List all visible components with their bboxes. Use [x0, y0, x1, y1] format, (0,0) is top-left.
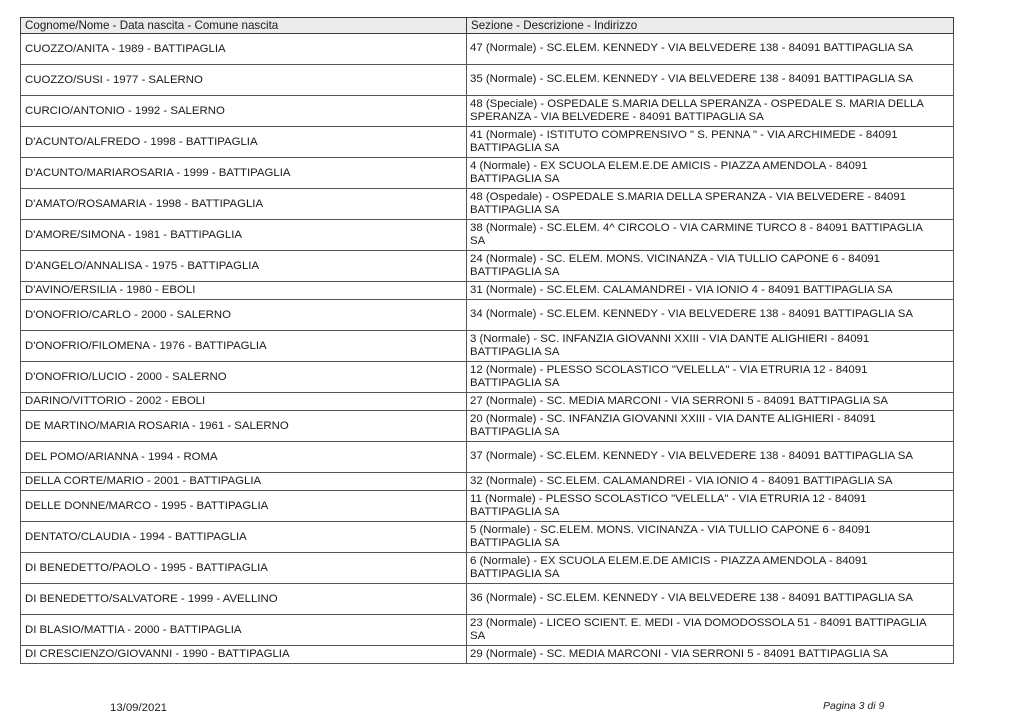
voter-name-cell: DI BENEDETTO/SALVATORE - 1999 - AVELLINO	[21, 584, 467, 615]
section-address-cell: 41 (Normale) - ISTITUTO COMPRENSIVO " S. PENNA " - VIA ARCHIMEDE - 84091 BATTIPAGLIA SA	[467, 127, 954, 158]
voter-name-cell: DARINO/VITTORIO - 2002 - EBOLI	[21, 393, 467, 411]
table-row	[21, 282, 954, 300]
table-row	[21, 442, 954, 473]
voter-name-cell: DELLE DONNE/MARCO - 1995 - BATTIPAGLIA	[21, 491, 467, 522]
footer-date: 13/09/2021	[110, 702, 168, 714]
voter-name-cell: D'ONOFRIO/FILOMENA - 1976 - BATTIPAGLIA	[21, 331, 467, 362]
voter-name-cell: D'AMATO/ROSAMARIA - 1998 - BATTIPAGLIA	[21, 189, 467, 220]
section-address-cell: 34 (Normale) - SC.ELEM. KENNEDY - VIA BELVEDERE 138 - 84091 BATTIPAGLIA SA	[467, 300, 954, 331]
section-address-cell: 48 (Speciale) - OSPEDALE S.MARIA DELLA SPERANZA - OSPEDALE S. MARIA DELLA SPERANZA - VIA BELVEDERE - 84091 BATTIPAGLIA SA	[467, 96, 954, 127]
table-row	[21, 362, 954, 393]
voter-name-cell: D'ONOFRIO/LUCIO - 2000 - SALERNO	[21, 362, 467, 393]
table-row	[21, 491, 954, 522]
header-section-column: Sezione - Descrizione - Indirizzo	[467, 18, 954, 34]
table-row	[21, 411, 954, 442]
footer-page-number: Pagina 3 di 9	[823, 700, 885, 712]
voter-name-cell: D'ONOFRIO/CARLO - 2000 - SALERNO	[21, 300, 467, 331]
section-address-cell: 23 (Normale) - LICEO SCIENT. E. MEDI - VIA DOMODOSSOLA 51 - 84091 BATTIPAGLIA SA	[467, 615, 954, 646]
table-row	[21, 393, 954, 411]
section-address-cell: 6 (Normale) - EX SCUOLA ELEM.E.DE AMICIS - PIAZZA AMENDOLA - 84091 BATTIPAGLIA SA	[467, 553, 954, 584]
table-row	[21, 553, 954, 584]
voter-name-cell: CUOZZO/ANITA - 1989 - BATTIPAGLIA	[21, 34, 467, 65]
table-header-row	[21, 18, 954, 34]
voter-name-cell: DENTATO/CLAUDIA - 1994 - BATTIPAGLIA	[21, 522, 467, 553]
voter-name-cell: D'ACUNTO/MARIAROSARIA - 1999 - BATTIPAGLIA	[21, 158, 467, 189]
voter-name-cell: DELLA CORTE/MARIO - 2001 - BATTIPAGLIA	[21, 473, 467, 491]
voter-name-cell: D'AVINO/ERSILIA - 1980 - EBOLI	[21, 282, 467, 300]
table-row	[21, 331, 954, 362]
section-address-cell: 37 (Normale) - SC.ELEM. KENNEDY - VIA BELVEDERE 138 - 84091 BATTIPAGLIA SA	[467, 442, 954, 473]
section-address-cell: 20 (Normale) - SC. INFANZIA GIOVANNI XXIII - VIA DANTE ALIGHIERI - 84091 BATTIPAGLIA SA	[467, 411, 954, 442]
voter-name-cell: CURCIO/ANTONIO - 1992 - SALERNO	[21, 96, 467, 127]
voter-name-cell: D'AMORE/SIMONA - 1981 - BATTIPAGLIA	[21, 220, 467, 251]
section-address-cell: 11 (Normale) - PLESSO SCOLASTICO "VELELLA" - VIA ETRURIA 12 - 84091 BATTIPAGLIA SA	[467, 491, 954, 522]
table-row	[21, 220, 954, 251]
section-address-cell: 27 (Normale) - SC. MEDIA MARCONI - VIA SERRONI 5 - 84091 BATTIPAGLIA SA	[467, 393, 954, 411]
table-row	[21, 473, 954, 491]
section-address-cell: 35 (Normale) - SC.ELEM. KENNEDY - VIA BELVEDERE 138 - 84091 BATTIPAGLIA SA	[467, 65, 954, 96]
section-address-cell: 36 (Normale) - SC.ELEM. KENNEDY - VIA BELVEDERE 138 - 84091 BATTIPAGLIA SA	[467, 584, 954, 615]
table-row	[21, 158, 954, 189]
section-address-cell: 24 (Normale) - SC. ELEM. MONS. VICINANZA - VIA TULLIO CAPONE 6 - 84091 BATTIPAGLIA SA	[467, 251, 954, 282]
section-address-cell: 12 (Normale) - PLESSO SCOLASTICO "VELELLA" - VIA ETRURIA 12 - 84091 BATTIPAGLIA SA	[467, 362, 954, 393]
section-address-cell: 38 (Normale) - SC.ELEM. 4^ CIRCOLO - VIA CARMINE TURCO 8 - 84091 BATTIPAGLIA SA	[467, 220, 954, 251]
voter-name-cell: DE MARTINO/MARIA ROSARIA - 1961 - SALERNO	[21, 411, 467, 442]
section-address-cell: 3 (Normale) - SC. INFANZIA GIOVANNI XXIII - VIA DANTE ALIGHIERI - 84091 BATTIPAGLIA SA	[467, 331, 954, 362]
table-row	[21, 34, 954, 65]
section-address-cell: 32 (Normale) - SC.ELEM. CALAMANDREI - VIA IONIO 4 - 84091 BATTIPAGLIA SA	[467, 473, 954, 491]
table-row	[21, 522, 954, 553]
voter-name-cell: DI BLASIO/MATTIA - 2000 - BATTIPAGLIA	[21, 615, 467, 646]
voter-name-cell: D'ANGELO/ANNALISA - 1975 - BATTIPAGLIA	[21, 251, 467, 282]
table-row	[21, 300, 954, 331]
voter-name-cell: DI BENEDETTO/PAOLO - 1995 - BATTIPAGLIA	[21, 553, 467, 584]
header-name-column: Cognome/Nome - Data nascita - Comune nascita	[21, 18, 467, 34]
voter-name-cell: D'ACUNTO/ALFREDO - 1998 - BATTIPAGLIA	[21, 127, 467, 158]
voter-name-cell: CUOZZO/SUSI - 1977 - SALERNO	[21, 65, 467, 96]
table-row	[21, 584, 954, 615]
voters-table	[20, 17, 954, 664]
table-body	[21, 34, 954, 664]
table-row	[21, 615, 954, 646]
table-row	[21, 251, 954, 282]
section-address-cell: 4 (Normale) - EX SCUOLA ELEM.E.DE AMICIS - PIAZZA AMENDOLA - 84091 BATTIPAGLIA SA	[467, 158, 954, 189]
section-address-cell: 29 (Normale) - SC. MEDIA MARCONI - VIA SERRONI 5 - 84091 BATTIPAGLIA SA	[467, 646, 954, 664]
table-row	[21, 96, 954, 127]
section-address-cell: 5 (Normale) - SC.ELEM. MONS. VICINANZA - VIA TULLIO CAPONE 6 - 84091 BATTIPAGLIA SA	[467, 522, 954, 553]
section-address-cell: 47 (Normale) - SC.ELEM. KENNEDY - VIA BELVEDERE 138 - 84091 BATTIPAGLIA SA	[467, 34, 954, 65]
section-address-cell: 31 (Normale) - SC.ELEM. CALAMANDREI - VIA IONIO 4 - 84091 BATTIPAGLIA SA	[467, 282, 954, 300]
voter-name-cell: DEL POMO/ARIANNA - 1994 - ROMA	[21, 442, 467, 473]
table-row	[21, 646, 954, 664]
table-row	[21, 127, 954, 158]
section-address-cell: 48 (Ospedale) - OSPEDALE S.MARIA DELLA SPERANZA - VIA BELVEDERE - 84091 BATTIPAGLIA SA	[467, 189, 954, 220]
table-row	[21, 65, 954, 96]
table-row	[21, 189, 954, 220]
voter-name-cell: DI CRESCIENZO/GIOVANNI - 1990 - BATTIPAGLIA	[21, 646, 467, 664]
